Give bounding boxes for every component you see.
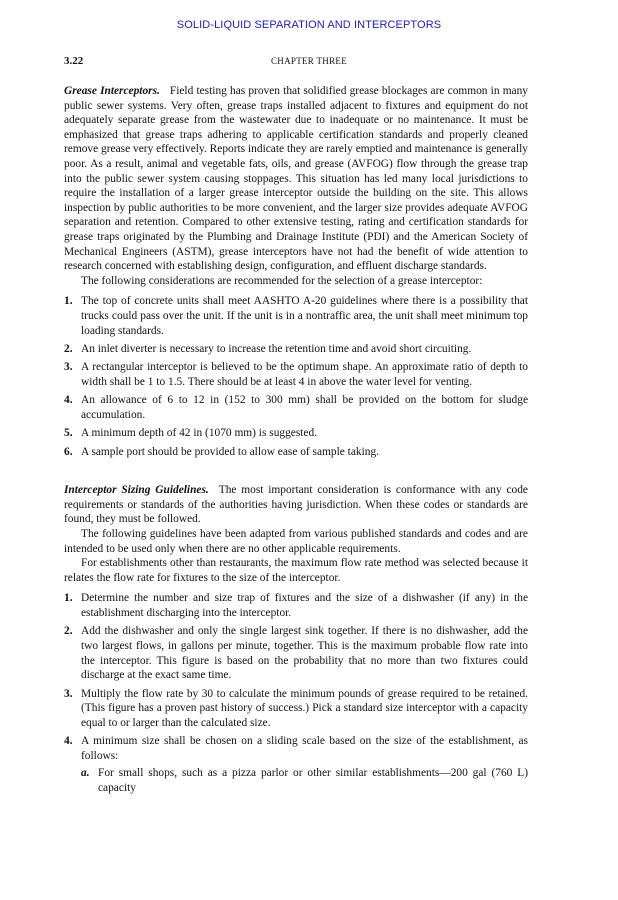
list-item-number: 1. — [64, 295, 73, 308]
list-item-text: A rectangular interceptor is believed to be the optimum shape. An approximate ratio of depth to width shall be 1 to 1.5. There should be at least 4 in above the water level for venting. — [81, 361, 528, 388]
running-head: SOLID-LIQUID SEPARATION AND INTERCEPTORS — [176, 19, 442, 31]
list-item — [64, 360, 528, 389]
establishment-size-sublist — [81, 766, 528, 795]
list-item — [64, 342, 528, 357]
sizing-intro-paragraph — [64, 483, 528, 527]
sublist-item-letter: a. — [81, 767, 90, 780]
chapter-label: CHAPTER THREE — [271, 56, 347, 66]
section-spacer — [64, 459, 528, 483]
list-item-text: An inlet diverter is necessary to increase the retention time and avoid short circuiting. — [81, 342, 472, 355]
page-body — [64, 84, 528, 796]
list-item — [64, 426, 528, 441]
list-item-number: 2. — [64, 625, 73, 638]
sublist-item — [81, 766, 528, 795]
list-item — [64, 624, 528, 682]
list-item-number: 6. — [64, 445, 73, 458]
list-item-number: 1. — [64, 592, 73, 605]
list-item — [64, 445, 528, 460]
list-item — [64, 294, 528, 338]
sizing-steps-list — [64, 591, 528, 795]
list-item-text: Multiply the flow rate by 30 to calculate the minimum pounds of grease required to be retained. (This figure has a proven past history of success.) Pick a standard size interceptor with a capacity equal to or larger than the calculated size. — [81, 687, 528, 729]
grease-considerations-list — [64, 294, 528, 459]
list-item — [64, 734, 528, 795]
grease-intro-text: Field testing has proven that solidified grease blockages are common in many public sewer systems. Very often, grease traps installed adjacent to fixtures and equipment do not adequately separate grease from the wastewater due to inadequate or no maintenance. It must be emphasized that grease traps adhering to applicable certification standards and properly cleaned remove grease very effectively. Reports indicate they are rarely emptied and maintenance is generally poor. As a result, animal and vegetable fats, oils, and grease (AVFOG) flow through the grease trap into the public sewer system causing stoppages. This situation has led many local jurisdictions to require the installation of a larger grease interceptor outside the building on the site. This allows inspection by public authorities to be more convenient, and the larger size provides adequate AVFOG separation and retention. Compared to other extensive testing, rating and certification standards for grease traps originated by the Plumbing and Drainage Institute (PDI) and the American Society of Mechanical Engineers (ASTM), grease interceptors have not had the benefit of wide attention to research concerned with establishing design, configuration, and effluent discharge standards. — [64, 85, 528, 273]
sublist-item-text: For small shops, such as a pizza parlor or other similar establishments—200 gal (760 L) capacity — [98, 767, 528, 794]
sizing-paragraph-3: For establishments other than restaurants, the maximum flow rate method was selected because it relates the flow rate for fixtures to the size of the interceptor. — [64, 557, 528, 584]
list-item-text: An allowance of 6 to 12 in (152 to 300 mm) shall be provided on the bottom for sludge accumulation. — [81, 394, 528, 421]
sizing-paragraph-2: The following guidelines have been adapted from various published standards and codes and are intended to be used only when there are no other applicable requirements. — [64, 528, 528, 555]
list-item-number: 3. — [64, 361, 73, 374]
list-item-number: 2. — [64, 342, 73, 355]
list-item-text: A minimum size shall be chosen on a sliding scale based on the size of the establishment, as follows: — [81, 735, 528, 762]
sizing-guidelines-heading: Interceptor Sizing Guidelines. — [64, 484, 209, 497]
list-item-number: 4. — [64, 394, 73, 407]
list-item-number: 4. — [64, 735, 73, 748]
list-item-number: 3. — [64, 687, 73, 700]
list-item-text: Add the dishwasher and only the single largest sink together. If there is no dishwasher, add the two largest flows, in gallons per minute, together. This is the maximum probable flow rate into the interceptor. This figure is based on the probability that no more than two fixtures could discharge at the exact same time. — [81, 625, 528, 682]
grease-lead-in: The following considerations are recommended for the selection of a grease interceptor: — [81, 274, 483, 287]
page-number: 3.22 — [64, 55, 84, 67]
list-item-number: 5. — [64, 427, 73, 440]
grease-intro-paragraph — [64, 84, 528, 274]
list-item-text: Determine the number and size trap of fixtures and the size of a dishwasher (if any) in the establishment discharging into the interceptor. — [81, 592, 528, 619]
grease-interceptors-heading: Grease Interceptors. — [64, 85, 160, 97]
list-item-text: The top of concrete units shall meet AASHTO A-20 guidelines where there is a possibility that trucks could pass over the unit. If the unit is in a nontraffic area, the unit shall meet minimum top loading standards. — [81, 295, 528, 337]
list-item — [64, 393, 528, 422]
list-item — [64, 591, 528, 620]
sizing-intro-text: The most important consideration is conformance with any code requirements or standards of the authorities having jurisdiction. When these codes or standards are found, they must be followed. — [64, 484, 528, 526]
list-item-text: A sample port should be provided to allow ease of sample taking. — [81, 445, 379, 458]
list-item-text: A minimum depth of 42 in (1070 mm) is suggested. — [81, 427, 318, 440]
list-item — [64, 687, 528, 731]
